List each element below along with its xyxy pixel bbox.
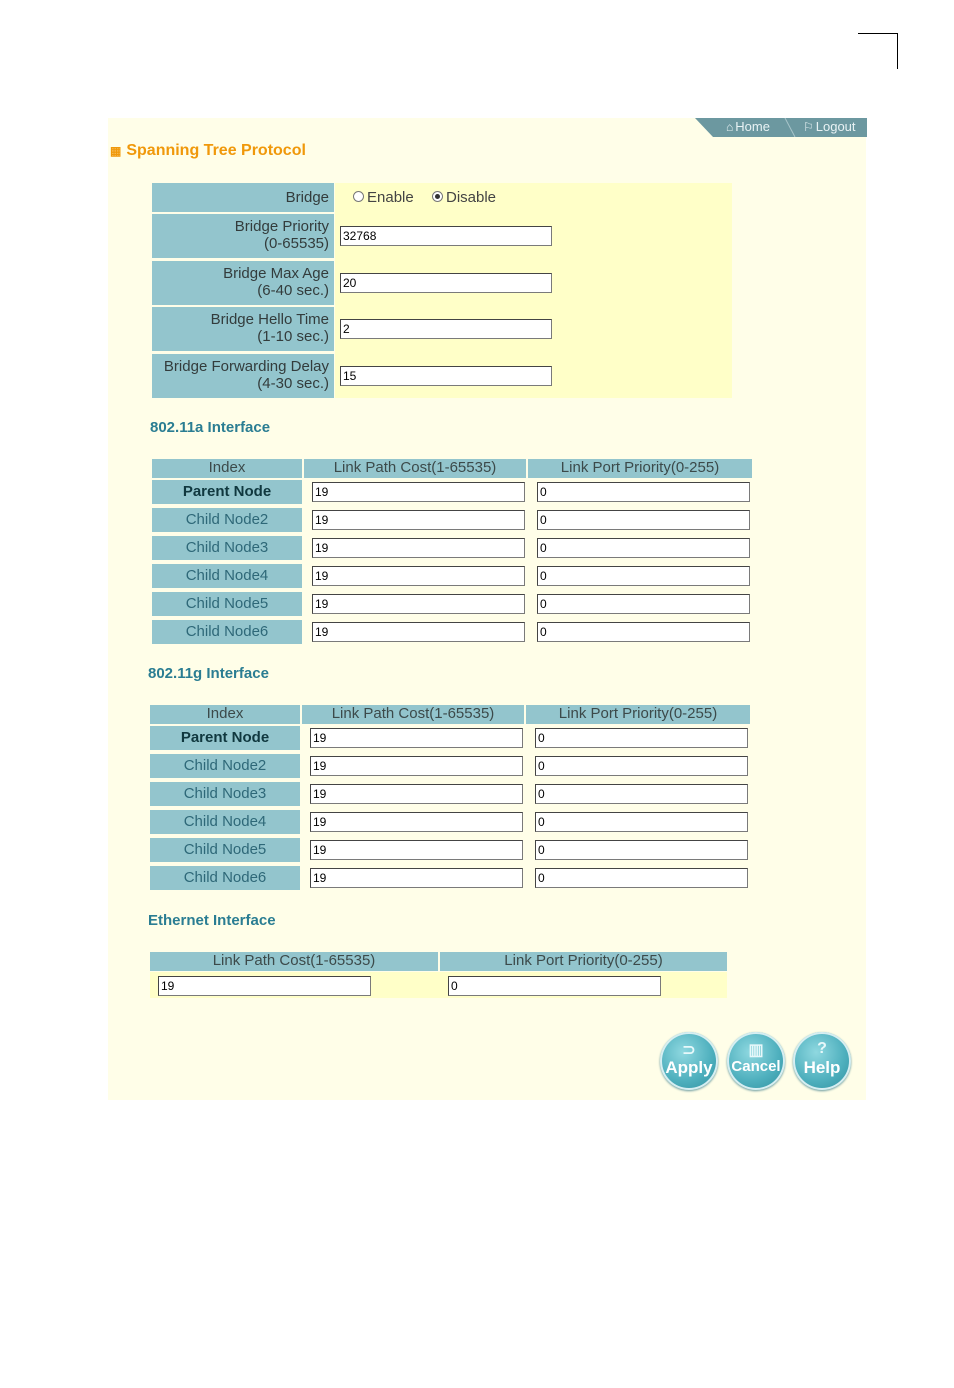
row-index-label: Parent Node [150, 726, 300, 750]
bridge-forwarding-delay-input[interactable] [340, 366, 552, 386]
row-index-label: Child Node2 [150, 754, 300, 778]
cancel-button[interactable] [727, 1032, 785, 1090]
link-path-cost-input[interactable] [312, 594, 525, 614]
top-nav [695, 118, 867, 137]
help-label: Help [803, 1058, 841, 1077]
bridge-label [152, 183, 334, 212]
ethernet-link-port-priority-input[interactable] [448, 976, 661, 996]
link-path-cost-input[interactable] [312, 622, 525, 642]
row-index-label: Child Node5 [152, 592, 302, 616]
bridge-disable-radio[interactable] [432, 189, 496, 206]
row-index-label: Child Node3 [152, 536, 302, 560]
logout-link[interactable] [803, 119, 856, 134]
row-index-label: Child Node4 [150, 810, 300, 834]
link-path-cost-input[interactable] [312, 510, 525, 530]
crop-mark-vertical [897, 33, 898, 69]
question-icon: ? [817, 1040, 827, 1057]
bridge-label-text: Bridge [285, 189, 329, 206]
bridge-max-age-label-line2: (6-40 sec.) [257, 282, 329, 299]
link-port-priority-input[interactable] [535, 728, 748, 748]
section-title-80211a: 802.11a Interface [150, 419, 271, 436]
trash-icon: ▥ [748, 1042, 764, 1059]
bridge-max-age-input[interactable] [340, 273, 552, 293]
bridge-forwarding-delay-label [152, 354, 334, 398]
link-path-cost-input[interactable] [310, 784, 523, 804]
link-path-cost-input[interactable] [310, 812, 523, 832]
page-title [110, 142, 306, 160]
disable-radio-circle[interactable] [432, 191, 443, 202]
link-port-priority-input[interactable] [537, 566, 750, 586]
link-port-priority-input[interactable] [535, 812, 748, 832]
logout-label: Logout [815, 119, 856, 134]
header-link-path-cost: Link Path Cost(1-65535) [302, 705, 524, 724]
row-index-label: Child Node2 [152, 508, 302, 532]
link-port-priority-input[interactable] [537, 510, 750, 530]
row-index-label: Parent Node [152, 480, 302, 504]
section-title-80211g: 802.11g Interface [148, 665, 269, 682]
link-path-cost-input[interactable] [310, 868, 523, 888]
bridge-priority-input[interactable] [340, 226, 552, 246]
bridge-max-age-label [152, 261, 334, 305]
link-port-priority-input[interactable] [537, 622, 750, 642]
row-index-label: Child Node6 [152, 620, 302, 644]
link-port-priority-input[interactable] [537, 538, 750, 558]
bridge-hello-time-label [152, 307, 334, 351]
bridge-hello-time-label-line1: Bridge Hello Time [210, 311, 329, 328]
bridge-hello-time-label-line2: (1-10 sec.) [257, 328, 329, 345]
grid-icon: ▦ [110, 144, 122, 158]
link-path-cost-input[interactable] [310, 756, 523, 776]
header-link-path-cost: Link Path Cost(1-65535) [304, 459, 526, 478]
link-path-cost-input[interactable] [312, 566, 525, 586]
logout-icon: ⚐ [803, 120, 814, 134]
bridge-max-age-label-line1: Bridge Max Age [223, 265, 329, 282]
header-link-port-priority: Link Port Priority(0-255) [526, 705, 750, 724]
home-label: Home [735, 119, 770, 134]
enable-label: Enable [367, 189, 414, 206]
apply-button[interactable] [660, 1032, 718, 1090]
link-port-priority-input[interactable] [537, 482, 750, 502]
help-button[interactable] [793, 1032, 851, 1090]
row-index-label: Child Node6 [150, 866, 300, 890]
row-index-label: Child Node4 [152, 564, 302, 588]
header-index: Index [150, 705, 300, 724]
crop-mark-horizontal [858, 33, 898, 34]
bridge-enable-radio[interactable] [353, 189, 414, 206]
link-path-cost-input[interactable] [312, 538, 525, 558]
link-port-priority-input[interactable] [535, 840, 748, 860]
apply-label: Apply [665, 1058, 713, 1077]
home-icon: ⌂ [726, 120, 734, 134]
bridge-priority-label-line2: (0-65535) [263, 235, 329, 252]
bridge-priority-label [152, 214, 334, 258]
section-title-ethernet: Ethernet Interface [148, 912, 276, 929]
link-path-cost-input[interactable] [310, 728, 523, 748]
header-eth-link-path-cost: Link Path Cost(1-65535) [150, 952, 438, 971]
bridge-forwarding-delay-label-line2: (4-30 sec.) [257, 375, 329, 392]
row-index-label: Child Node3 [150, 782, 300, 806]
link-port-priority-input[interactable] [537, 594, 750, 614]
header-eth-link-port-priority: Link Port Priority(0-255) [440, 952, 727, 971]
link-port-priority-input[interactable] [535, 784, 748, 804]
link-path-cost-input[interactable] [312, 482, 525, 502]
ethernet-link-path-cost-input[interactable] [158, 976, 371, 996]
row-index-label: Child Node5 [150, 838, 300, 862]
apply-icon: ⊃ [682, 1042, 696, 1059]
bridge-hello-time-input[interactable] [340, 319, 552, 339]
bridge-forwarding-delay-label-line1: Bridge Forwarding Delay [163, 358, 329, 375]
cancel-label: Cancel [731, 1058, 781, 1075]
header-index: Index [152, 459, 302, 478]
link-path-cost-input[interactable] [310, 840, 523, 860]
home-link[interactable] [726, 119, 770, 134]
enable-radio-circle[interactable] [353, 191, 364, 202]
link-port-priority-input[interactable] [535, 756, 748, 776]
header-link-port-priority: Link Port Priority(0-255) [528, 459, 752, 478]
link-port-priority-input[interactable] [535, 868, 748, 888]
bridge-priority-label-line1: Bridge Priority [234, 218, 329, 235]
disable-label: Disable [446, 189, 497, 206]
page-title-text: Spanning Tree Protocol [126, 142, 306, 159]
